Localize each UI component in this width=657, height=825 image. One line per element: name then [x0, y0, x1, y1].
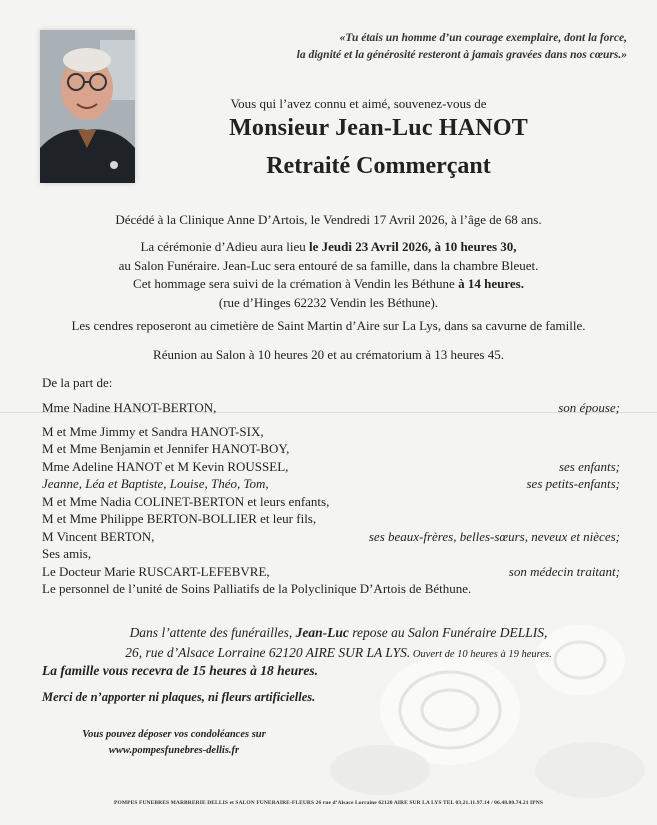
family-row [42, 528, 620, 546]
family-receiving-text: La famille vous recevra de 15 heures à 18 heures. [42, 663, 318, 678]
ceremony-line-4: (rue d’Hinges 62232 Vendin les Béthune). [218, 294, 439, 310]
ceremony-pre: La cérémonie d’Adieu aura lieu [140, 239, 310, 254]
no-flowers-request: Merci de n’apporter ni plaques, ni fleurs artificielles. [42, 690, 316, 704]
funeral-home-info [0, 623, 657, 665]
quote-line-1: «Tu étais un homme d’un courage exemplaire, dont la force, [339, 32, 627, 44]
family-row [42, 580, 620, 598]
death-announcement: Décédé à la Clinique Anne D’Artois, le Vendredi 17 Avril 2026, à l’âge de 68 ans. [115, 212, 542, 227]
family-row [42, 545, 620, 563]
family-member: Le Docteur Marie RUSCART-LEFEBVRE, [42, 563, 270, 579]
family-relation: son épouse; [558, 400, 620, 415]
ceremony-details [0, 238, 657, 312]
funeral-line-1 [20, 623, 657, 643]
condolences-line-1: Vous pouvez déposer vos condoléances sur [82, 729, 266, 740]
deceased-title: Retraité Commerçant [266, 153, 491, 179]
family-row [42, 423, 620, 441]
family-member: Jeanne, Léa et Baptiste, Louise, Théo, Tom, [42, 476, 269, 491]
family-row [42, 510, 620, 528]
ceremony-date: le Jeudi 23 Avril 2026, à 10 heures 30, [309, 239, 517, 254]
family-member: Ses amis, [42, 546, 92, 561]
memorial-quote [297, 30, 627, 64]
family-member: Le personnel de l’unité de Soins Palliatifs de la Polyclinique D’Artois de Béthune. [42, 581, 472, 596]
family-row [42, 563, 620, 581]
family-member: M Vincent BERTON, [42, 528, 155, 544]
family-member: M et Mme Philippe BERTON-BOLLIER et leur fils, [42, 511, 317, 526]
family-row [42, 475, 620, 493]
reunion-text: Réunion au Salon à 10 heures 20 et au crématorium à 13 heures 45. [153, 347, 504, 362]
ashes-text: Les cendres reposeront au cimetière de Saint Martin d’Aire sur La Lys, dans sa cavurne de famille. [71, 318, 586, 333]
deceased-name: Monsieur Jean-Luc HANOT [229, 115, 528, 141]
funeral-hours: Ouvert de 10 heures à 19 heures. [410, 649, 552, 660]
ceremony-line-1 [0, 238, 657, 257]
family-relation: ses beaux-frères, belles-sœurs, neveux et nièces; [368, 528, 620, 544]
family-relation: son médecin traitant; [508, 563, 620, 579]
family-member: M et Mme Jimmy et Sandra HANOT-SIX, [42, 423, 264, 439]
funeral-line-2 [20, 643, 657, 665]
family-relation: ses enfants; [558, 458, 620, 474]
condolences-website-link[interactable]: www.pompesfunebres-dellis.fr [108, 745, 240, 756]
from-label: De la part de: [42, 375, 113, 390]
family-member: M et Mme Nadia COLINET-BERTON et leurs enfants, [42, 493, 330, 509]
quote-line-2: la dignité et la générosité resteront à jamais gravées dans nos cœurs.» [296, 49, 627, 61]
family-member: M et Mme Benjamin et Jennifer HANOT-BOY, [42, 441, 290, 456]
family-row [42, 458, 620, 476]
family-member: Mme Nadine HANOT-BERTON, [42, 400, 217, 415]
family-list [42, 399, 620, 598]
family-member: Mme Adeline HANOT et M Kevin ROUSSEL, [42, 458, 289, 474]
funeral-name: Jean-Luc [295, 625, 349, 640]
family-row [42, 399, 620, 417]
funeral-address: 26, rue d’Alsace Lorraine 62120 AIRE SUR LA LYS. [125, 645, 411, 660]
footer-text: POMPES FUNEBRES MARBRERIE DELLIS et SALON FUNERAIRE-FLEURS 26 rue d’Alsace Lorraine 62120 AIRE SUR LA LYS TEL 03.21.11.97.14 / 06.48.80.74.21 IPNS [114, 800, 543, 806]
family-row [42, 440, 620, 458]
ceremony-line-3 [0, 275, 657, 294]
condolences-info [64, 727, 284, 759]
family-row [42, 493, 620, 511]
intro-text: Vous qui l’avez connu et aimé, souvenez-vous de [230, 96, 487, 111]
funeral-post: repose au Salon Funéraire DELLIS, [348, 625, 548, 640]
ceremony-line-2: au Salon Funéraire. Jean-Luc sera entouré de sa famille, dans la chambre Bleuet. [118, 257, 539, 273]
family-relation: ses petits-enfants; [526, 476, 620, 491]
cremation-text: Cet hommage sera suivi de la crémation à Vendin les Béthune [133, 276, 459, 291]
funeral-pre: Dans l’attente des funérailles, [129, 625, 296, 640]
cremation-time: à 14 heures. [458, 276, 524, 291]
